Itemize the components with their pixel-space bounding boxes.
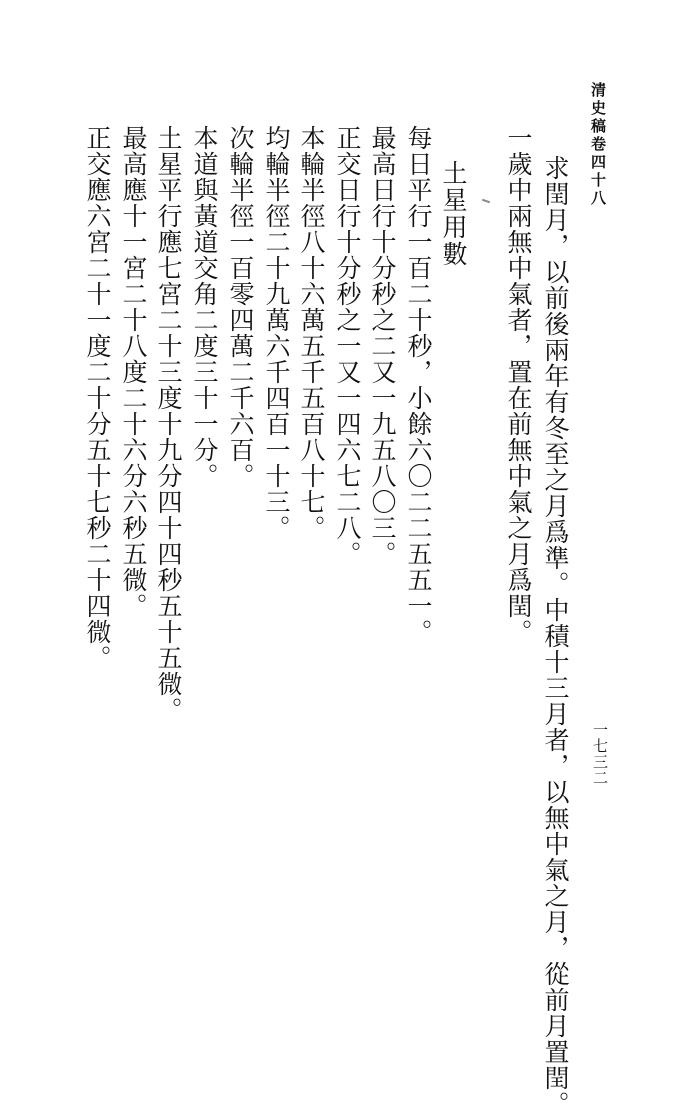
running-title: 清史稿卷四十八 xyxy=(589,82,607,208)
data-line: 本道與黃道交角二度三十一分。 xyxy=(190,125,219,489)
paragraph-leap-month: 求閏月，以前後兩年有冬至之月爲準。中積十三月者，以無中氣之月，從前月置閏。 xyxy=(541,155,570,1117)
data-line: 正交應六宮二十一度二十分五十七秒二十四微。 xyxy=(83,125,112,671)
data-line: 次輪半徑一百零四萬二千六百。 xyxy=(226,125,255,489)
paragraph-double-no-zhongqi: 一歲中兩無中氣者，置在前無中氣之月爲閏。 xyxy=(504,125,533,645)
data-line: 本輪半徑八十六萬五千五百八十七。 xyxy=(297,125,326,541)
data-line: 每日平行一百二十秒，小餘六〇二二五五一。 xyxy=(404,125,433,645)
page-number: 一七三二 xyxy=(591,722,609,786)
data-line: 土星平行應七宮二十三度十九分四十四秒五十五微。 xyxy=(154,125,183,723)
data-line: 正交日行十分秒之一又一四六七二八。 xyxy=(333,125,362,567)
data-line: 最高應十一宮二十八度二十六分六秒五微。 xyxy=(119,125,148,619)
data-line: 均輪半徑二十九萬六千四百一十三。 xyxy=(262,125,291,541)
stray-mark xyxy=(482,199,490,204)
section-title: 土星用數 xyxy=(439,160,468,268)
data-line: 最高日行十分秒之二又一九五八〇三。 xyxy=(368,125,397,567)
